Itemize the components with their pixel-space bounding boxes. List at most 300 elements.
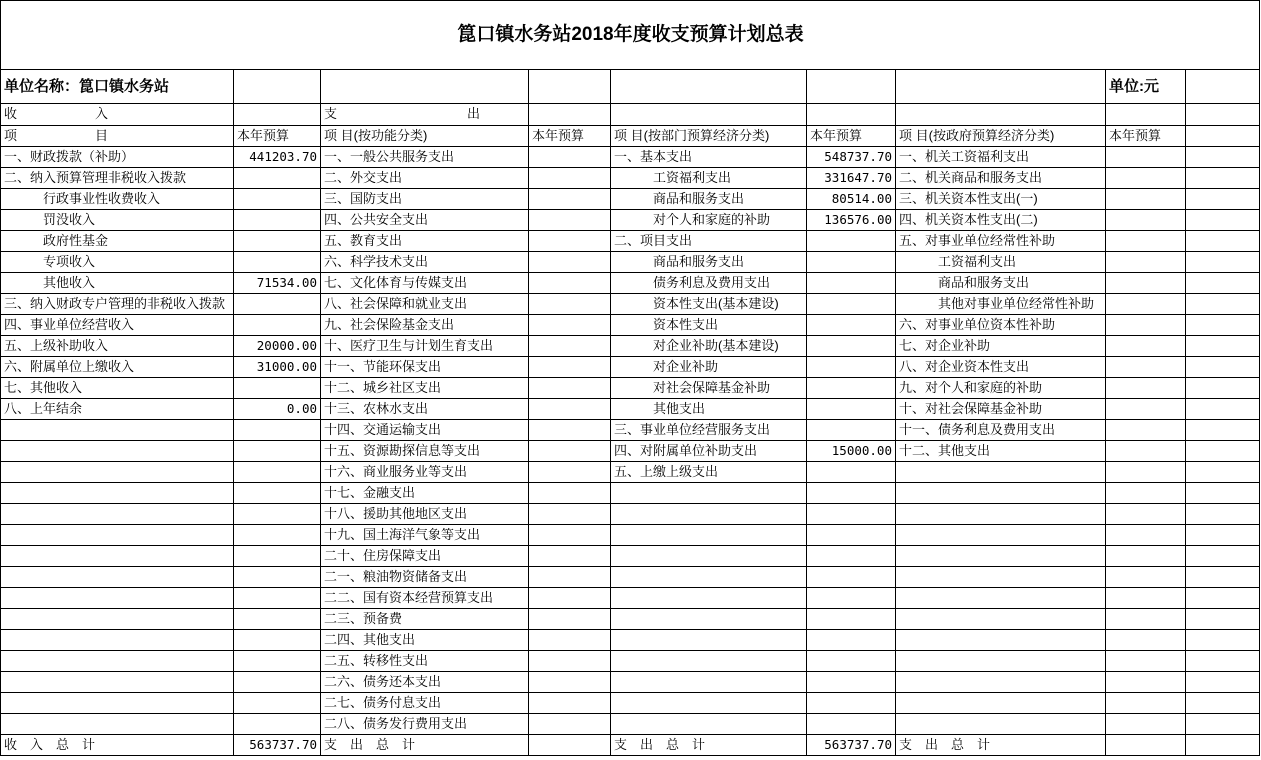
empty-cell [1186,567,1260,588]
departmental-value-cell: 15000.00 [807,441,896,462]
empty-cell [1186,315,1260,336]
income-value-cell [234,483,321,504]
income-value-cell [234,252,321,273]
income-value-cell [234,525,321,546]
governmental-value-cell [1106,609,1186,630]
column-header-row [1,126,1260,147]
governmental-item-cell: 九、对个人和家庭的补助 [896,378,1106,399]
governmental-item-cell [896,483,1106,504]
empty-cell [1186,399,1260,420]
governmental-value-cell [1106,147,1186,168]
governmental-item-cell [896,588,1106,609]
table-row [1,378,1260,399]
table-row [1,630,1260,651]
income-item-cell: 其他收入 [1,273,234,294]
income-item-cell [1,420,234,441]
table-row [1,336,1260,357]
functional-item-cell: 二二、国有资本经营预算支出 [321,588,529,609]
governmental-item-cell [896,609,1106,630]
functional-value-cell [529,441,611,462]
governmental-value-cell [1106,546,1186,567]
departmental-item-cell [611,525,807,546]
departmental-value-cell: 80514.00 [807,189,896,210]
empty-cell [611,104,807,126]
income-value-cell [234,378,321,399]
table-row [1,483,1260,504]
governmental-item-cell [896,546,1106,567]
functional-value-cell [529,294,611,315]
governmental-value-cell [1106,588,1186,609]
departmental-value-cell [807,567,896,588]
departmental-item-cell: 一、基本支出 [611,147,807,168]
empty-cell [1186,336,1260,357]
departmental-item-cell: 对企业补助(基本建设) [611,336,807,357]
table-row [1,462,1260,483]
departmental-value-cell [807,546,896,567]
departmental-item-cell [611,483,807,504]
page-title: 箟口镇水务站2018年度收支预算计划总表 [457,24,804,46]
empty-cell [1186,504,1260,525]
functional-item-cell: 二五、转移性支出 [321,651,529,672]
functional-value-cell [529,693,611,714]
functional-total-value [529,735,611,756]
departmental-value-cell [807,714,896,735]
governmental-total-label: 支 出 总 计 [896,735,1106,756]
departmental-value-cell [807,399,896,420]
income-value-cell: 31000.00 [234,357,321,378]
table-row [1,399,1260,420]
departmental-value-cell [807,483,896,504]
departmental-item-cell: 工资福利支出 [611,168,807,189]
governmental-value-cell [1106,525,1186,546]
functional-item-cell: 四、公共安全支出 [321,210,529,231]
governmental-item-cell [896,651,1106,672]
income-value-cell [234,504,321,525]
governmental-item-cell [896,525,1106,546]
income-value-cell [234,168,321,189]
functional-value-cell [529,168,611,189]
governmental-item-cell: 十一、债务利息及费用支出 [896,420,1106,441]
empty-cell [234,70,321,104]
income-value-cell [234,189,321,210]
departmental-value-cell [807,672,896,693]
departmental-item-cell [611,504,807,525]
departmental-value-cell [807,462,896,483]
income-value-cell [234,294,321,315]
functional-item-cell: 六、科学技术支出 [321,252,529,273]
functional-value-cell [529,315,611,336]
income-value-cell: 20000.00 [234,336,321,357]
departmental-value-cell [807,609,896,630]
departmental-value-cell [807,630,896,651]
income-item-cell: 六、附属单位上缴收入 [1,357,234,378]
table-row [1,231,1260,252]
departmental-value-cell: 136576.00 [807,210,896,231]
governmental-value-cell [1106,168,1186,189]
budget-header: 本年预算 [807,126,896,147]
governmental-value-cell [1106,273,1186,294]
functional-item-cell: 八、社会保障和就业支出 [321,294,529,315]
functional-value-cell [529,525,611,546]
governmental-item-cell: 三、机关资本性支出(一) [896,189,1106,210]
governmental-value-cell [1106,294,1186,315]
empty-cell [1186,252,1260,273]
income-value-cell [234,609,321,630]
title-row [1,1,1260,70]
income-item-cell [1,546,234,567]
governmental-value-cell [1106,336,1186,357]
empty-cell [1186,588,1260,609]
income-item-cell [1,525,234,546]
departmental-item-cell: 五、上缴上级支出 [611,462,807,483]
governmental-value-cell [1106,189,1186,210]
functional-value-cell [529,672,611,693]
empty-cell [1186,735,1260,756]
income-item-cell: 四、事业单位经营收入 [1,315,234,336]
functional-value-cell [529,147,611,168]
governmental-item-cell: 其他对事业单位经常性补助 [896,294,1106,315]
table-row [1,693,1260,714]
empty-cell [896,70,1106,104]
empty-cell [807,70,896,104]
departmental-item-cell: 资本性支出 [611,315,807,336]
income-item-cell [1,441,234,462]
governmental-value-cell [1106,210,1186,231]
governmental-value-cell [1106,357,1186,378]
group-header-row [1,104,1260,126]
functional-item-header: 项 目(按功能分类) [321,126,529,147]
empty-cell [1186,273,1260,294]
governmental-item-header: 项 目(按政府预算经济分类) [896,126,1106,147]
functional-value-cell [529,378,611,399]
governmental-item-cell: 十、对社会保障基金补助 [896,399,1106,420]
empty-cell [1186,357,1260,378]
expense-group-label: 支 出 [321,104,529,126]
table-row [1,546,1260,567]
income-item-header: 项 目 [1,126,234,147]
income-value-cell [234,714,321,735]
income-value-cell [234,420,321,441]
governmental-value-cell [1106,399,1186,420]
departmental-item-cell [611,693,807,714]
governmental-value-cell [1106,420,1186,441]
functional-value-cell [529,588,611,609]
empty-cell [1186,609,1260,630]
functional-item-cell: 一、一般公共服务支出 [321,147,529,168]
unit-name: 单位名称：箟口镇水务站 [1,70,234,104]
income-value-cell [234,231,321,252]
departmental-item-cell: 二、项目支出 [611,231,807,252]
governmental-value-cell [1106,315,1186,336]
table-row [1,420,1260,441]
departmental-item-cell [611,567,807,588]
income-item-cell [1,462,234,483]
income-item-cell: 一、财政拨款（补助） [1,147,234,168]
departmental-value-cell [807,336,896,357]
functional-item-cell: 十五、资源勘探信息等支出 [321,441,529,462]
governmental-item-cell: 七、对企业补助 [896,336,1106,357]
income-value-cell [234,672,321,693]
governmental-item-cell: 十二、其他支出 [896,441,1106,462]
functional-item-cell: 二一、粮油物资储备支出 [321,567,529,588]
total-row [1,735,1260,756]
functional-value-cell [529,651,611,672]
governmental-total-value [1106,735,1186,756]
empty-cell [1186,231,1260,252]
departmental-item-cell [611,609,807,630]
income-item-cell: 政府性基金 [1,231,234,252]
income-item-cell [1,504,234,525]
table-row [1,189,1260,210]
table-row [1,504,1260,525]
departmental-item-cell: 商品和服务支出 [611,189,807,210]
departmental-value-cell [807,252,896,273]
table-row [1,210,1260,231]
empty-cell [321,70,529,104]
income-value-cell: 441203.70 [234,147,321,168]
functional-value-cell [529,609,611,630]
departmental-value-cell [807,315,896,336]
empty-cell [1186,210,1260,231]
governmental-value-cell [1106,378,1186,399]
budget-header: 本年预算 [1106,126,1186,147]
departmental-value-cell [807,693,896,714]
table-row [1,273,1260,294]
governmental-value-cell [1106,462,1186,483]
empty-cell [1186,378,1260,399]
income-item-cell [1,483,234,504]
governmental-item-cell [896,693,1106,714]
functional-value-cell [529,483,611,504]
departmental-value-cell: 331647.70 [807,168,896,189]
departmental-item-cell: 对企业补助 [611,357,807,378]
income-item-cell: 八、上年结余 [1,399,234,420]
empty-cell [1186,189,1260,210]
governmental-value-cell [1106,693,1186,714]
empty-cell [1186,693,1260,714]
functional-item-cell: 二四、其他支出 [321,630,529,651]
functional-item-cell: 十二、城乡社区支出 [321,378,529,399]
departmental-value-cell [807,588,896,609]
empty-cell [1186,462,1260,483]
functional-value-cell [529,399,611,420]
departmental-item-cell: 债务利息及费用支出 [611,273,807,294]
departmental-value-cell [807,357,896,378]
income-value-cell [234,567,321,588]
governmental-item-cell [896,714,1106,735]
budget-header: 本年预算 [234,126,321,147]
table-row [1,672,1260,693]
departmental-item-cell [611,672,807,693]
income-value-cell [234,630,321,651]
departmental-item-cell [611,714,807,735]
functional-value-cell [529,357,611,378]
empty-cell [611,70,807,104]
income-value-cell [234,462,321,483]
income-item-cell [1,588,234,609]
governmental-value-cell [1106,441,1186,462]
departmental-item-cell: 其他支出 [611,399,807,420]
governmental-item-cell [896,672,1106,693]
income-item-cell [1,693,234,714]
functional-value-cell [529,567,611,588]
functional-item-cell: 十九、国土海洋气象等支出 [321,525,529,546]
functional-value-cell [529,504,611,525]
departmental-item-cell: 资本性支出(基本建设) [611,294,807,315]
empty-cell [1186,525,1260,546]
income-item-cell: 五、上级补助收入 [1,336,234,357]
departmental-value-cell [807,294,896,315]
functional-item-cell: 二十、住房保障支出 [321,546,529,567]
income-value-cell: 71534.00 [234,273,321,294]
empty-cell [1186,104,1260,126]
functional-value-cell [529,210,611,231]
table-row [1,315,1260,336]
functional-value-cell [529,420,611,441]
governmental-item-cell: 商品和服务支出 [896,273,1106,294]
governmental-item-cell [896,462,1106,483]
governmental-item-cell: 二、机关商品和服务支出 [896,168,1106,189]
income-item-cell: 三、纳入财政专户管理的非税收入拨款 [1,294,234,315]
functional-item-cell: 十八、援助其他地区支出 [321,504,529,525]
budget-header: 本年预算 [529,126,611,147]
income-item-cell [1,630,234,651]
functional-value-cell [529,252,611,273]
departmental-item-cell [611,630,807,651]
empty-cell [1186,630,1260,651]
empty-cell [896,104,1106,126]
functional-value-cell [529,714,611,735]
income-value-cell [234,651,321,672]
empty-cell [1186,441,1260,462]
empty-cell [529,104,611,126]
table-row [1,147,1260,168]
functional-value-cell [529,336,611,357]
income-item-cell: 七、其他收入 [1,378,234,399]
functional-item-cell: 十七、金融支出 [321,483,529,504]
functional-value-cell [529,462,611,483]
empty-cell [1186,651,1260,672]
departmental-value-cell [807,273,896,294]
departmental-item-cell [611,546,807,567]
governmental-value-cell [1106,714,1186,735]
empty-cell [529,70,611,104]
income-item-cell: 专项收入 [1,252,234,273]
income-item-cell: 罚没收入 [1,210,234,231]
functional-item-cell: 三、国防支出 [321,189,529,210]
departmental-value-cell [807,525,896,546]
departmental-item-cell: 商品和服务支出 [611,252,807,273]
governmental-value-cell [1106,567,1186,588]
departmental-value-cell [807,504,896,525]
table-row [1,588,1260,609]
unit-row [1,70,1260,104]
table-row [1,441,1260,462]
governmental-value-cell [1106,672,1186,693]
empty-cell [1186,70,1260,104]
functional-item-cell: 七、文化体育与传媒支出 [321,273,529,294]
departmental-item-cell: 对社会保障基金补助 [611,378,807,399]
governmental-item-cell [896,504,1106,525]
governmental-item-cell: 四、机关资本性支出(二) [896,210,1106,231]
departmental-value-cell: 548737.70 [807,147,896,168]
governmental-value-cell [1106,483,1186,504]
income-value-cell [234,588,321,609]
governmental-value-cell [1106,630,1186,651]
table-row [1,357,1260,378]
departmental-item-cell [611,588,807,609]
empty-cell [1186,672,1260,693]
empty-cell [1186,147,1260,168]
functional-value-cell [529,630,611,651]
departmental-total-label: 支 出 总 计 [611,735,807,756]
empty-cell [1106,104,1186,126]
departmental-value-cell [807,378,896,399]
empty-cell [1186,546,1260,567]
departmental-item-cell: 四、对附属单位补助支出 [611,441,807,462]
departmental-item-cell [611,651,807,672]
functional-item-cell: 十、医疗卫生与计划生育支出 [321,336,529,357]
empty-cell [1186,420,1260,441]
unit-of-measure: 单位:元 [1106,70,1186,104]
governmental-item-cell: 八、对企业资本性支出 [896,357,1106,378]
governmental-value-cell [1106,504,1186,525]
departmental-item-cell: 对个人和家庭的补助 [611,210,807,231]
income-value-cell [234,546,321,567]
functional-item-cell: 二七、债务付息支出 [321,693,529,714]
functional-item-cell: 十四、交通运输支出 [321,420,529,441]
empty-cell [1186,168,1260,189]
table-row [1,294,1260,315]
income-value-cell [234,210,321,231]
governmental-value-cell [1106,252,1186,273]
governmental-item-cell: 工资福利支出 [896,252,1106,273]
functional-value-cell [529,273,611,294]
income-item-cell: 行政事业性收费收入 [1,189,234,210]
income-item-cell [1,567,234,588]
table-row [1,651,1260,672]
income-item-cell [1,651,234,672]
income-value-cell [234,441,321,462]
income-group-label: 收 入 [1,104,234,126]
table-row [1,168,1260,189]
functional-item-cell: 十三、农林水支出 [321,399,529,420]
functional-item-cell: 二六、债务还本支出 [321,672,529,693]
income-value-cell: 0.00 [234,399,321,420]
departmental-item-cell: 三、事业单位经营服务支出 [611,420,807,441]
table-row [1,714,1260,735]
table-row [1,252,1260,273]
departmental-value-cell [807,231,896,252]
governmental-item-cell [896,567,1106,588]
functional-item-cell: 十一、节能环保支出 [321,357,529,378]
governmental-value-cell [1106,651,1186,672]
governmental-item-cell: 一、机关工资福利支出 [896,147,1106,168]
income-total-label: 收 入 总 计 [1,735,234,756]
income-item-cell: 二、纳入预算管理非税收入拨款 [1,168,234,189]
empty-cell [807,104,896,126]
governmental-item-cell: 六、对事业单位资本性补助 [896,315,1106,336]
governmental-value-cell [1106,231,1186,252]
table-row [1,609,1260,630]
departmental-value-cell [807,420,896,441]
functional-item-cell: 九、社会保险基金支出 [321,315,529,336]
governmental-item-cell: 五、对事业单位经常性补助 [896,231,1106,252]
income-item-cell [1,609,234,630]
functional-value-cell [529,231,611,252]
empty-cell [1186,483,1260,504]
income-total-value: 563737.70 [234,735,321,756]
